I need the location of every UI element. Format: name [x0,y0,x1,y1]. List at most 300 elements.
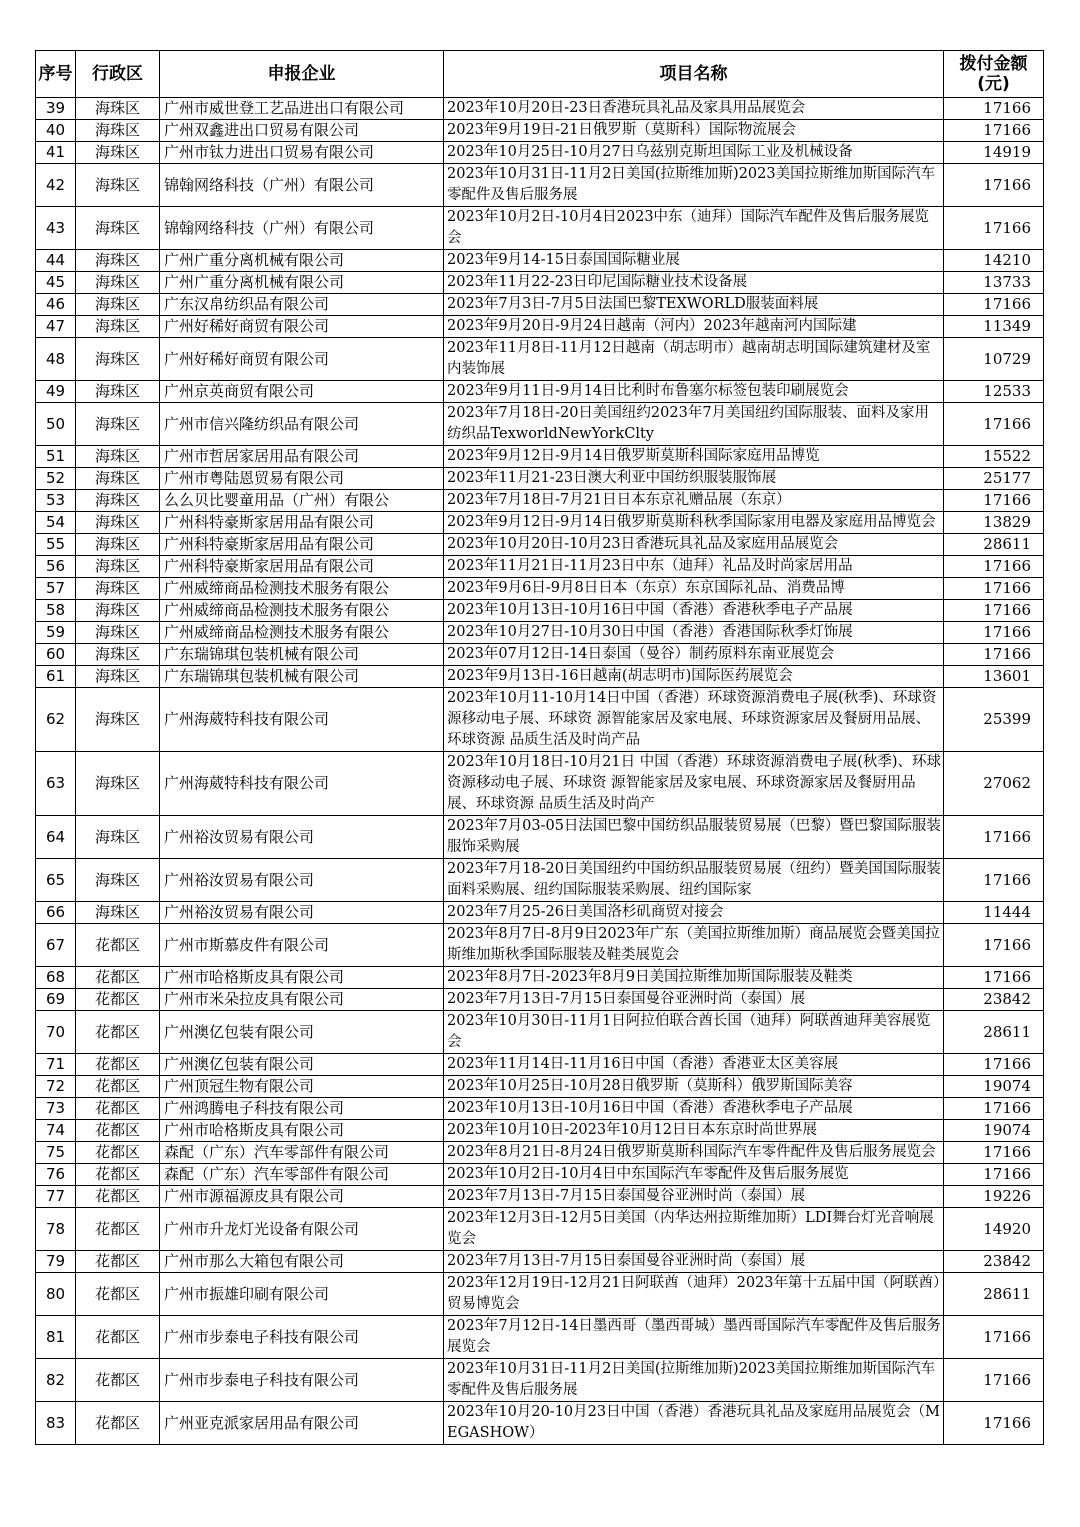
table-row [36,752,1044,816]
cell-amount: 27062 [944,752,1044,816]
cell-index: 61 [36,666,76,688]
table-row [36,294,1044,316]
project-text: 2023年10月25日-10月28日俄罗斯（莫斯科）俄罗斯国际美容 [447,1078,853,1094]
project-text: 2023年8月21日-8月24日俄罗斯莫斯科国际汽车零件配件及售后服务展览会 [447,1144,936,1160]
cell-district: 海珠区 [76,534,160,556]
project-text: 2023年10月25日-10月27日乌兹别克斯坦国际工业及机械设备 [447,144,853,160]
cell-district: 海珠区 [76,600,160,622]
cell-project [444,381,944,403]
cell-project [444,403,944,446]
table-row [36,1208,1044,1251]
project-text: 2023年10月20日-10月23日香港玩具礼品及家庭用品展览会 [447,536,839,552]
cell-project [444,556,944,578]
project-text: 2023年11月21-23日澳大利亚中国纺织服装服饰展 [447,470,777,486]
cell-index: 56 [36,556,76,578]
table-row [36,534,1044,556]
cell-district: 花都区 [76,967,160,989]
cell-index: 73 [36,1098,76,1120]
cell-project [444,859,944,902]
cell-district: 花都区 [76,1164,160,1186]
cell-company: 广州澳亿包装有限公司 [160,1054,444,1076]
document-sheet [35,50,1043,1445]
cell-district: 花都区 [76,1251,160,1273]
cell-company: 广东瑞锦琪包装机械有限公司 [160,666,444,688]
table-row [36,1402,1044,1445]
project-text: 2023年10月20日-23日香港玩具礼品及家具用品展览会 [447,100,806,116]
cell-district: 海珠区 [76,142,160,164]
cell-amount: 17166 [944,403,1044,446]
cell-amount: 17166 [944,1098,1044,1120]
cell-company: 广州双鑫进出口贸易有限公司 [160,120,444,142]
table-row [36,622,1044,644]
project-text: 2023年7月18日-20日美国纽约2023年7月美国纽约国际服装、面料及家用纺织品TexworldNewYorkClty [447,405,930,442]
project-text: 2023年10月30日-11月1日阿拉伯联合酋长国（迪拜）阿联酋迪拜美容展览会 [447,1013,931,1050]
cell-amount: 15522 [944,446,1044,468]
cell-project [444,644,944,666]
cell-company: 广州市哈格斯皮具有限公司 [160,1120,444,1142]
cell-project [444,272,944,294]
cell-company: 森配（广东）汽车零部件有限公司 [160,1142,444,1164]
cell-amount: 23842 [944,1251,1044,1273]
cell-district: 海珠区 [76,403,160,446]
project-text: 2023年11月8日-11月12日越南（胡志明市）越南胡志明国际建筑建材及室内装饰展 [447,340,931,377]
cell-company: 广州澳亿包装有限公司 [160,1011,444,1054]
table-row [36,1054,1044,1076]
cell-index: 54 [36,512,76,534]
table-row [36,967,1044,989]
cell-company: 广州裕汝贸易有限公司 [160,902,444,924]
cell-company: 广州市步泰电子科技有限公司 [160,1359,444,1402]
cell-district: 花都区 [76,1054,160,1076]
cell-company: 广州科特豪斯家居用品有限公司 [160,512,444,534]
table-row [36,1120,1044,1142]
cell-project [444,468,944,490]
cell-amount: 17166 [944,1359,1044,1402]
project-text: 2023年7月3日-7月5日法国巴黎TEXWORLD服装面料展 [447,296,819,312]
table-row [36,164,1044,207]
cell-amount: 17166 [944,1142,1044,1164]
cell-index: 66 [36,902,76,924]
table-row [36,859,1044,902]
subsidy-table [35,50,1044,1445]
cell-company: 广州海葳特科技有限公司 [160,752,444,816]
project-text: 2023年10月2日-10月4日中东国际汽车零配件及售后服务展览 [447,1166,849,1182]
project-text: 2023年10月13日-10月16日中国（香港）香港秋季电子产品展 [447,602,853,618]
cell-company: 广州威缔商品检测技术服务有限公 [160,578,444,600]
cell-index: 64 [36,816,76,859]
cell-district: 花都区 [76,1208,160,1251]
cell-district: 海珠区 [76,164,160,207]
project-text: 2023年10月11-10月14日中国（香港）环球资源消费电子展(秋季)、环球资源移动电子展、环球资 源智能家居及家电展、环球资源家居及餐厨用品展、环球资源 品质生活及时尚产品 [447,690,937,748]
project-text: 2023年12月19日-12月21日阿联酋（迪拜）2023年第十五届中国（阿联酋）贸易博览会 [447,1275,941,1312]
cell-company: 广州市哈格斯皮具有限公司 [160,967,444,989]
table-row [36,924,1044,967]
header-amount: 拨付金额 (元) [944,51,1044,98]
table-row [36,1316,1044,1359]
table-row [36,989,1044,1011]
project-text: 2023年10月20-10月23日中国（香港）香港玩具礼品及家庭用品展览会（MEGASHOW） [447,1404,940,1441]
project-text: 2023年7月13日-7月15日泰国曼谷亚洲时尚（泰国）展 [447,991,806,1007]
cell-company: 广州海葳特科技有限公司 [160,688,444,752]
cell-company: 广州威缔商品检测技术服务有限公 [160,622,444,644]
cell-project [444,600,944,622]
project-text: 2023年9月12日-9月14日俄罗斯莫斯科国际家庭用品博览 [447,448,820,464]
cell-district: 海珠区 [76,468,160,490]
cell-amount: 11349 [944,316,1044,338]
cell-index: 53 [36,490,76,512]
cell-company: 广州威缔商品检测技术服务有限公 [160,600,444,622]
cell-company: 广州市步泰电子科技有限公司 [160,1316,444,1359]
cell-index: 48 [36,338,76,381]
project-text: 2023年10月10日-2023年10月12日日本东京时尚世界展 [447,1122,818,1138]
project-text: 2023年7月25-26日美国洛杉矶商贸对接会 [447,904,724,920]
cell-index: 81 [36,1316,76,1359]
cell-project [444,338,944,381]
cell-district: 海珠区 [76,207,160,250]
cell-project [444,1142,944,1164]
table-row [36,490,1044,512]
cell-company: 广州市斯慕皮件有限公司 [160,924,444,967]
cell-district: 花都区 [76,1076,160,1098]
header-index: 序号 [36,51,76,98]
project-text: 2023年9月12日-9月14日俄罗斯莫斯科秋季国际家用电器及家庭用品博览会 [447,514,936,530]
cell-amount: 28611 [944,534,1044,556]
cell-project [444,1273,944,1316]
project-text: 2023年11月21日-11月23日中东（迪拜）礼品及时尚家居用品 [447,558,853,574]
project-text: 2023年10月31日-11月2日美国(拉斯维加斯)2023美国拉斯维加斯国际汽车零配件及售后服务展 [447,1361,936,1398]
project-text: 2023年7月18-20日美国纽约中国纺织品服装贸易展（纽约）暨美国国际服装面料采购展、纽约国际服装采购展、纽约国际家 [447,861,941,898]
cell-index: 55 [36,534,76,556]
table-row [36,338,1044,381]
cell-district: 花都区 [76,1186,160,1208]
table-row [36,1142,1044,1164]
cell-project [444,294,944,316]
cell-project [444,250,944,272]
cell-index: 58 [36,600,76,622]
cell-company: 广州广重分离机械有限公司 [160,250,444,272]
cell-project [444,120,944,142]
cell-project [444,1316,944,1359]
cell-amount: 17166 [944,1164,1044,1186]
cell-company: 广州裕汝贸易有限公司 [160,859,444,902]
cell-project [444,1164,944,1186]
cell-amount: 17166 [944,556,1044,578]
table-row [36,578,1044,600]
cell-project [444,688,944,752]
cell-company: 广州市振雄印刷有限公司 [160,1273,444,1316]
cell-company: 广州好稀好商贸有限公司 [160,316,444,338]
table-row [36,446,1044,468]
cell-index: 49 [36,381,76,403]
table-row [36,816,1044,859]
cell-company: 广州亚克派家居用品有限公司 [160,1402,444,1445]
cell-project [444,902,944,924]
cell-index: 67 [36,924,76,967]
cell-index: 40 [36,120,76,142]
cell-index: 71 [36,1054,76,1076]
cell-project [444,622,944,644]
header-company: 申报企业 [160,51,444,98]
cell-district: 花都区 [76,989,160,1011]
table-row [36,902,1044,924]
cell-amount: 17166 [944,1054,1044,1076]
cell-company: 广州市哲居家居用品有限公司 [160,446,444,468]
cell-district: 花都区 [76,1120,160,1142]
project-text: 2023年9月14-15日泰国国际糖业展 [447,252,680,268]
table-row [36,1273,1044,1316]
cell-company: 广州市威世登工艺品进出口有限公司 [160,98,444,120]
cell-district: 花都区 [76,924,160,967]
table-row [36,512,1044,534]
cell-project [444,816,944,859]
cell-index: 79 [36,1251,76,1273]
cell-project [444,1251,944,1273]
cell-project [444,1208,944,1251]
cell-index: 76 [36,1164,76,1186]
cell-district: 海珠区 [76,120,160,142]
table-row [36,1098,1044,1120]
project-text: 2023年8月7日-2023年8月9日美国拉斯维加斯国际服装及鞋类 [447,969,853,985]
project-text: 2023年9月13日-16日越南(胡志明市)国际医药展览会 [447,668,793,684]
cell-index: 46 [36,294,76,316]
cell-company: 锦翰网络科技（广州）有限公司 [160,164,444,207]
cell-amount: 17166 [944,600,1044,622]
cell-index: 75 [36,1142,76,1164]
cell-district: 花都区 [76,1011,160,1054]
cell-project [444,989,944,1011]
cell-district: 海珠区 [76,294,160,316]
cell-index: 42 [36,164,76,207]
cell-amount: 13601 [944,666,1044,688]
project-text: 2023年9月19日-21日俄罗斯（莫斯科）国际物流展会 [447,122,796,138]
project-text: 2023年07月12日-14日泰国（曼谷）制药原料东南亚展览会 [447,646,835,662]
cell-amount: 11444 [944,902,1044,924]
cell-district: 花都区 [76,1098,160,1120]
cell-index: 82 [36,1359,76,1402]
project-text: 2023年7月03-05日法国巴黎中国纺织品服装贸易展（巴黎）暨巴黎国际服装服饰采购展 [447,818,941,855]
table-row [36,316,1044,338]
cell-company: 广州裕汝贸易有限公司 [160,816,444,859]
cell-company: 广州顶冠生物有限公司 [160,1076,444,1098]
table-row [36,142,1044,164]
cell-amount: 17166 [944,164,1044,207]
cell-district: 海珠区 [76,556,160,578]
project-text: 2023年9月6日-9月8日日本（东京）东京国际礼品、消费品博 [447,580,845,596]
cell-index: 77 [36,1186,76,1208]
table-row [36,98,1044,120]
project-text: 2023年10月27日-10月30日中国（香港）香港国际秋季灯饰展 [447,624,853,640]
cell-amount: 28611 [944,1011,1044,1054]
cell-project [444,207,944,250]
cell-district: 海珠区 [76,338,160,381]
table-row [36,468,1044,490]
cell-company: 广东汉帛纺织品有限公司 [160,294,444,316]
project-text: 2023年7月12日-14日墨西哥（墨西哥城）墨西哥国际汽车零配件及售后服务展览会 [447,1318,941,1355]
cell-district: 海珠区 [76,644,160,666]
cell-district: 海珠区 [76,446,160,468]
cell-amount: 17166 [944,578,1044,600]
cell-index: 80 [36,1273,76,1316]
cell-index: 62 [36,688,76,752]
cell-district: 海珠区 [76,272,160,294]
cell-company: 广州好稀好商贸有限公司 [160,338,444,381]
cell-district: 海珠区 [76,578,160,600]
cell-index: 44 [36,250,76,272]
project-text: 2023年11月22-23日印尼国际糖业技术设备展 [447,274,748,290]
cell-index: 63 [36,752,76,816]
table-row [36,120,1044,142]
table-row [36,688,1044,752]
cell-project [444,316,944,338]
cell-amount: 25177 [944,468,1044,490]
cell-amount: 17166 [944,98,1044,120]
cell-company: 森配（广东）汽车零部件有限公司 [160,1164,444,1186]
cell-amount: 17166 [944,1316,1044,1359]
cell-amount: 12533 [944,381,1044,403]
project-text: 2023年7月13日-7月15日泰国曼谷亚洲时尚（泰国）展 [447,1188,806,1204]
cell-index: 52 [36,468,76,490]
cell-amount: 13733 [944,272,1044,294]
cell-district: 海珠区 [76,250,160,272]
cell-company: 广州市源福源皮具有限公司 [160,1186,444,1208]
header-district: 行政区 [76,51,160,98]
project-text: 2023年9月11日-9月14日比利时布鲁塞尔标签包装印刷展览会 [447,383,849,399]
project-text: 2023年9月20日-9月24日越南（河内）2023年越南河内国际建 [447,318,857,334]
cell-index: 43 [36,207,76,250]
cell-amount: 10729 [944,338,1044,381]
project-text: 2023年12月3日-12月5日美国（内华达州拉斯维加斯）LDI舞台灯光音响展览会 [447,1210,934,1247]
cell-index: 41 [36,142,76,164]
cell-district: 海珠区 [76,381,160,403]
cell-district: 海珠区 [76,512,160,534]
cell-index: 51 [36,446,76,468]
cell-company: 广州科特豪斯家居用品有限公司 [160,556,444,578]
cell-amount: 14920 [944,1208,1044,1251]
cell-district: 海珠区 [76,98,160,120]
cell-project [444,142,944,164]
project-text: 2023年10月31日-11月2日美国(拉斯维加斯)2023美国拉斯维加斯国际汽车零配件及售后服务展 [447,166,936,203]
cell-district: 海珠区 [76,666,160,688]
cell-project [444,446,944,468]
cell-index: 50 [36,403,76,446]
project-text: 2023年7月13日-7月15日泰国曼谷亚洲时尚（泰国）展 [447,1253,806,1269]
table-row [36,1011,1044,1054]
cell-amount: 17166 [944,816,1044,859]
cell-district: 海珠区 [76,752,160,816]
cell-project [444,1186,944,1208]
table-row [36,1186,1044,1208]
cell-project [444,1098,944,1120]
cell-project [444,1011,944,1054]
cell-index: 83 [36,1402,76,1445]
cell-index: 65 [36,859,76,902]
cell-company: 广东瑞锦琪包装机械有限公司 [160,644,444,666]
cell-company: 广州市信兴隆纺织品有限公司 [160,403,444,446]
table-row [36,600,1044,622]
cell-index: 39 [36,98,76,120]
cell-company: 广州市钛力进出口贸易有限公司 [160,142,444,164]
cell-district: 海珠区 [76,622,160,644]
cell-amount: 17166 [944,859,1044,902]
cell-index: 57 [36,578,76,600]
cell-company: 广州京英商贸有限公司 [160,381,444,403]
table-row [36,644,1044,666]
table-row [36,556,1044,578]
project-text: 2023年10月2日-10月4日2023中东（迪拜）国际汽车配件及售后服务展览会 [447,209,930,246]
cell-amount: 17166 [944,294,1044,316]
cell-project [444,924,944,967]
header-project: 项目名称 [444,51,944,98]
table-row [36,1164,1044,1186]
cell-project [444,967,944,989]
cell-company: 广州市升龙灯光设备有限公司 [160,1208,444,1251]
cell-district: 花都区 [76,1359,160,1402]
cell-amount: 28611 [944,1273,1044,1316]
cell-amount: 23842 [944,989,1044,1011]
cell-project [444,752,944,816]
cell-district: 海珠区 [76,902,160,924]
project-text: 2023年11月14日-11月16日中国（香港）香港亚太区美容展 [447,1056,839,1072]
cell-district: 海珠区 [76,816,160,859]
cell-index: 68 [36,967,76,989]
cell-district: 花都区 [76,1142,160,1164]
cell-project [444,578,944,600]
table-row [36,666,1044,688]
cell-amount: 25399 [944,688,1044,752]
cell-index: 60 [36,644,76,666]
table-row [36,272,1044,294]
table-row [36,207,1044,250]
cell-amount: 13829 [944,512,1044,534]
cell-company: 广州广重分离机械有限公司 [160,272,444,294]
cell-company: 广州市那么大箱包有限公司 [160,1251,444,1273]
cell-amount: 17166 [944,207,1044,250]
cell-project [444,98,944,120]
cell-project [444,1120,944,1142]
cell-index: 78 [36,1208,76,1251]
cell-company: 广州鸿腾电子科技有限公司 [160,1098,444,1120]
cell-index: 69 [36,989,76,1011]
cell-project [444,1054,944,1076]
cell-project [444,512,944,534]
cell-district: 花都区 [76,1316,160,1359]
cell-district: 海珠区 [76,688,160,752]
cell-amount: 17166 [944,967,1044,989]
project-text: 2023年7月18日-7月21日日本东京礼赠品展（东京） [447,492,791,508]
cell-index: 72 [36,1076,76,1098]
cell-amount: 17166 [944,490,1044,512]
cell-company: 广州市粤陆恩贸易有限公司 [160,468,444,490]
cell-amount: 17166 [944,120,1044,142]
table-row [36,1251,1044,1273]
cell-index: 74 [36,1120,76,1142]
cell-amount: 17166 [944,924,1044,967]
cell-project [444,1359,944,1402]
cell-index: 45 [36,272,76,294]
cell-project [444,1402,944,1445]
cell-amount: 14919 [944,142,1044,164]
cell-project [444,490,944,512]
cell-amount: 14210 [944,250,1044,272]
project-text: 2023年10月18日-10月21日 中国（香港）环球资源消费电子展(秋季)、环球资源移动电子展、环球资 源智能家居及家电展、环球资源家居及餐厨用品展、环球资源 品质生活及时尚产 [447,754,942,812]
cell-index: 47 [36,316,76,338]
table-row [36,250,1044,272]
cell-company: 广州科特豪斯家居用品有限公司 [160,534,444,556]
cell-district: 花都区 [76,1402,160,1445]
cell-amount: 19074 [944,1120,1044,1142]
project-text: 2023年8月7日-8月9日2023年广东（美国拉斯维加斯）商品展览会暨美国拉斯维加斯秋季国际服装及鞋类展览会 [447,926,940,963]
cell-project [444,666,944,688]
